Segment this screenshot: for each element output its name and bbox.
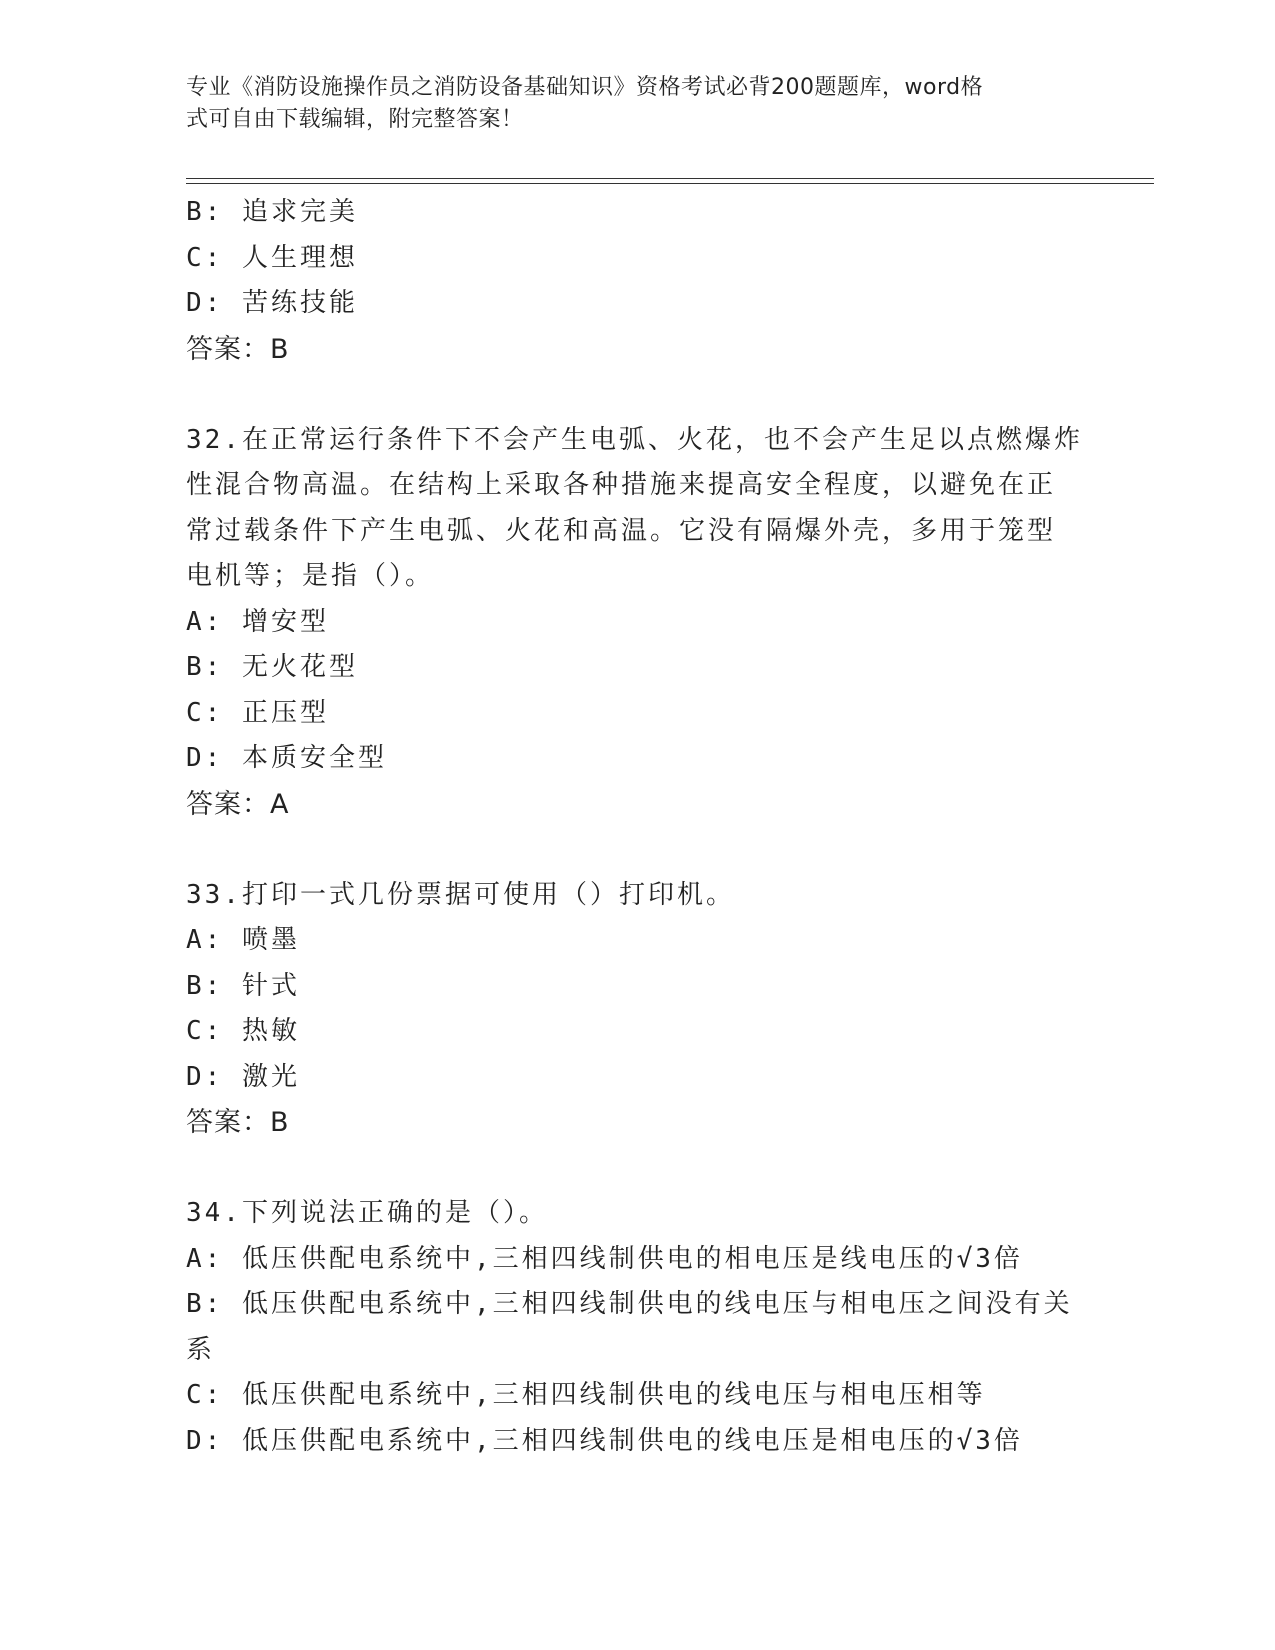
option-c: C: 正压型 bbox=[186, 697, 329, 728]
answer-label: 答案：A bbox=[186, 788, 290, 820]
option-c: C: 热敏 bbox=[186, 1016, 300, 1046]
spacer bbox=[186, 372, 1086, 418]
question-stem: 34.下列说法正确的是（）。 bbox=[186, 1198, 548, 1228]
option-a: A: 增安型 bbox=[186, 606, 329, 637]
question-stem-line: 性混合物高温。在结构上采取各种措施来提高安全程度，以避免在正 bbox=[186, 470, 1057, 500]
document-header bbox=[186, 72, 1066, 136]
option-d: D: 低压供配电系统中,三相四线制供电的线电压是相电压的√3倍 bbox=[186, 1425, 1023, 1456]
option-b-line-2: 系 bbox=[186, 1334, 216, 1365]
option-d: D: 本质安全型 bbox=[186, 743, 387, 773]
answer-label: 答案：B bbox=[186, 333, 290, 365]
option-d: D: 激光 bbox=[186, 1061, 300, 1092]
option-b-line-1: B: 低压供配电系统中,三相四线制供电的线电压与相电压之间没有关 bbox=[186, 1289, 1073, 1319]
spacer bbox=[186, 1146, 1086, 1192]
option-b: B: 无火花型 bbox=[186, 652, 358, 682]
option-a: A: 喷墨 bbox=[186, 925, 300, 955]
question-stem-line: 32.在正常运行条件下不会产生电弧、火花，也不会产生足以点燃爆炸 bbox=[186, 424, 1083, 455]
option-d: D: 苦练技能 bbox=[186, 288, 358, 318]
option-c: C: 人生理想 bbox=[186, 242, 358, 273]
question-stem-line: 电机等；是指（）。 bbox=[186, 561, 435, 591]
question-31-tail bbox=[186, 190, 1086, 372]
header-line-1: 专业《消防设施操作员之消防设备基础知识》资格考试必背200题题库，word格 bbox=[186, 75, 984, 100]
question-33 bbox=[186, 873, 1086, 1146]
question-stem-line: 常过载条件下产生电弧、火花和高温。它没有隔爆外壳，多用于笼型 bbox=[186, 515, 1057, 546]
header-divider-bottom bbox=[186, 183, 1154, 184]
question-32 bbox=[186, 418, 1086, 828]
option-b: B: 追求完美 bbox=[186, 197, 358, 227]
header-divider-top bbox=[186, 178, 1154, 179]
question-list bbox=[186, 190, 1086, 1464]
question-stem: 33.打印一式几份票据可使用（）打印机。 bbox=[186, 879, 735, 910]
question-34 bbox=[186, 1191, 1086, 1464]
option-c: C: 低压供配电系统中,三相四线制供电的线电压与相电压相等 bbox=[186, 1380, 986, 1410]
option-b: B: 针式 bbox=[186, 970, 300, 1001]
spacer bbox=[186, 827, 1086, 873]
option-a: A: 低压供配电系统中,三相四线制供电的相电压是线电压的√3倍 bbox=[186, 1243, 1023, 1274]
header-line-2: 式可自由下载编辑，附完整答案！ bbox=[186, 107, 524, 132]
answer-label: 答案：B bbox=[186, 1107, 290, 1138]
